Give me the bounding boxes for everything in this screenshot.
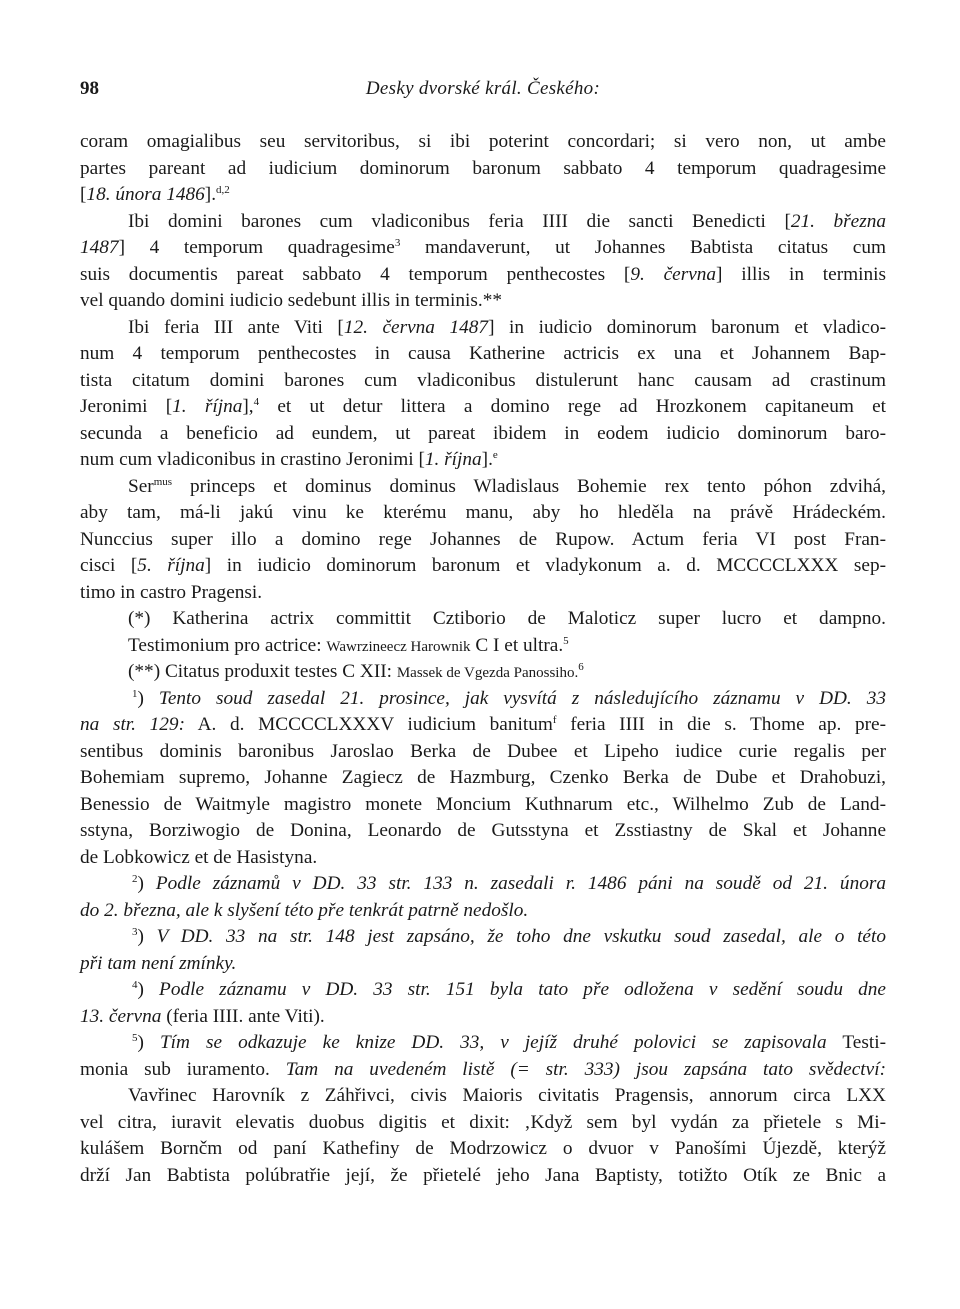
text-line: secunda a beneficio ad eundem, ut pareat ibidem in eodem iudicio dominorum baro- [80, 422, 886, 444]
running-title: Desky dvorské král. Českého: [365, 78, 601, 99]
text-line: timo in castro Pragensi. [80, 581, 263, 603]
text-line: tista citatum domini barones cum vladiconibus distulerunt hanc causam ad crastinum [80, 369, 886, 391]
text-line: Nunccius super illo a domino rege Johannes de Rupow. Actum feria VI post Fran- [80, 528, 886, 550]
text-line: Ibi feria III ante Viti [12. června 1487] in iudicio dominorum baronum et vladico- [128, 316, 887, 338]
text-line: de Lobkowicz et de Hasistyna. [80, 846, 318, 868]
text-line: num cum vladiconibus in crastino Jeronimi [1. října].$^e$ [80, 449, 498, 470]
text-line: $^1$) Tento soud zasedal 21. prosince, jak vysvítá z následujícího záznamu v DD. 33 [132, 687, 886, 709]
text-line: sstyna, Borziwogio de Donina, Leonardo de Gutsstyna et Zsstiastny de Skal et Johanne [80, 820, 886, 841]
text-line: na str. 129: A. d. MCCCCLXXXV iudicium banitum$^f$ feria IIII in die s. Thome ap. pre- [80, 714, 887, 735]
text-line: aby tam, má-li jakú vinu ke kterému manu, aby ho hleděla na právě Hrádeckém. [80, 502, 886, 523]
text-line: Benessio de Waitmyle magistro monete Moncium Kuthnarum etc., Wilhelmo Zub de Land- [80, 793, 886, 815]
text-line: num 4 temporum penthecostes in causa Katherine actricis ex una et Johannem Bap- [80, 343, 886, 364]
text-line: 1487] 4 temporum quadragesime$^3$ mandaverunt, ut Johannes Babtista citatus cum [80, 237, 886, 258]
text-line: kulášem Bornčm od paní Kathefiny de Modrzowicz o dvuor v Panošími Újezdě, kterýž [80, 1138, 886, 1159]
text-line: při tam není zmínky. [80, 952, 237, 974]
text-line: sentibus dominis baronibus Jaroslao Berka de Dubee et Lipeho iudice curie regalis per [80, 740, 886, 762]
text-line: Bohemiam supremo, Johanne Zagiecz de Hazmburg, Czenko Berka de Dube et Drahobuzi, [80, 767, 886, 788]
page-number: 98 [80, 78, 99, 99]
text-line: coram omagialibus seu servitoribus, si ibi poterint concordari; si vero non, ut ambe [80, 131, 886, 152]
text-line: $^5$) Tím se odkazuje ke knize DD. 33, v jejíž druhé polovici se zapisovala Testi- [132, 1032, 886, 1053]
text-line: monia sub iuramento. Tam na uvedeném listě (= str. 333) jsou zapsána tato svědectví: [80, 1058, 886, 1080]
text-line: vel quando domini iudicio sedebunt illis in terminis.** [80, 290, 503, 311]
text-line: (**) Citatus produxit testes C XII: Massek de Vgezda Panossiho.$^6$ [128, 661, 584, 682]
text-line: do 2. března, ale k slyšení této pře tenkrát patrně nedošlo. [80, 899, 529, 921]
text-line: suis documentis pareat sabbato 4 temporum penthecostes [9. června] illis in terminis [80, 263, 886, 285]
text-line: $^4$) Podle záznamu v DD. 33 str. 151 byla tato pře odložena v sedění soudu dne [132, 979, 886, 1000]
text-line: [18. února 1486].$^{d,2}$ [80, 184, 230, 205]
text-line: Jeronimi [1. října],$^4$ et ut detur littera a domino rege ad Hrozkonem capitaneum et [80, 396, 887, 417]
text-line: drží Jan Babtista polúbratřie její, že přietelé jeho Jana Baptisty, totižto Otík ze Bnic a [80, 1164, 886, 1186]
text-line: $^2$) Podle záznamů v DD. 33 str. 133 n. zasedali r. 1486 páni na soudě od 21. února [132, 873, 886, 894]
text-line: $^3$) V DD. 33 na str. 148 jest zapsáno, že toho dne vskutku soud zasedal, ale o této [132, 926, 886, 947]
text-line: vel citra, iuravit elevatis duobus digitis et dixit: ‚Když sem byl vydán za přietele s Mi- [80, 1111, 886, 1133]
text-line: partes pareant ad iudicium dominorum baronum sabbato 4 temporum quadragesime [80, 157, 886, 179]
text-line: Testimonium pro actrice: Wawrzineecz Harownik C I et ultra.$^5$ [128, 634, 569, 656]
page-header [80, 78, 886, 106]
text-line: Ser$^{mus}$ princeps et dominus dominus Wladislaus Bohemie rex tento póhon zdvihá, [128, 475, 886, 497]
text-line: cisci [5. října] in iudicio dominorum baronum et vladykonum a. d. MCCCCLXXX sep- [80, 555, 887, 576]
page-text [80, 129, 886, 1189]
text-line: 13. června (feria IIII. ante Viti). [80, 1005, 325, 1027]
text-line: Vavřinec Harovník z Záhřivci, civis Maioris civitatis Pragensis, annorum circa LXX [128, 1085, 886, 1106]
text-line: Ibi domini barones cum vladiconibus feria IIII die sancti Benedicti [21. března [128, 210, 886, 232]
text-line: (*) Katherina actrix committit Cztiborio de Maloticz super lucro et dampno. [128, 608, 886, 629]
